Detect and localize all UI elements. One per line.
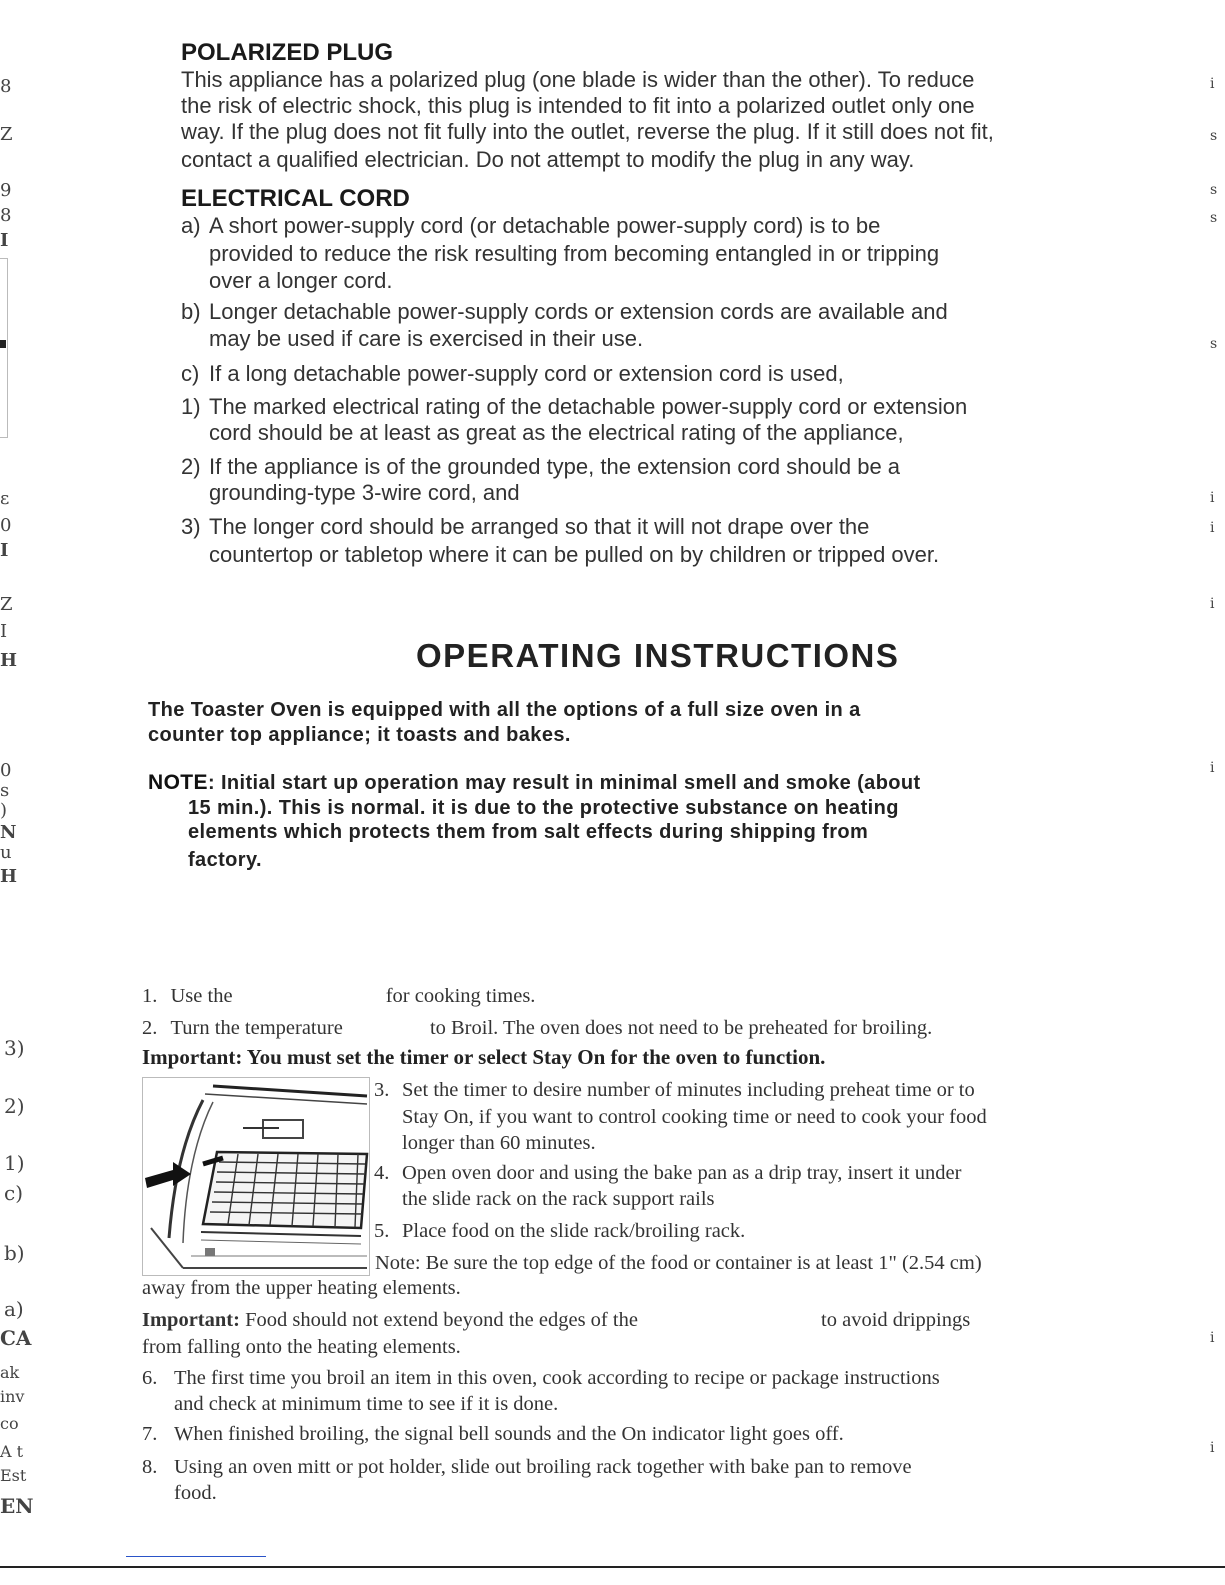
oven-rack-illustration (142, 1077, 370, 1276)
list-label: 1) (181, 394, 201, 419)
margin-box-edge (0, 258, 8, 438)
intro-line: counter top appliance; it toasts and bakes. (148, 724, 571, 746)
step-5 (374, 1218, 1094, 1246)
list-line: If the appliance is of the grounded type, the extension cord should be a (209, 454, 901, 479)
section-heading: ELECTRICAL CORD (181, 185, 410, 212)
step-line: When finished broiling, the signal bell sounds and the On indicator light goes off. (174, 1423, 844, 1445)
important-label: Important: (142, 1309, 240, 1331)
step-1 (142, 983, 535, 1009)
step-number: 4. (374, 1162, 390, 1184)
list-item (181, 212, 1081, 296)
paragraph-line: contact a qualified electrician. Do not attempt to modify the plug in any way. (181, 147, 915, 172)
step-number: 8. (142, 1456, 158, 1478)
step-number: 3. (374, 1079, 390, 1101)
list-label: 2) (181, 454, 201, 479)
step-3 (374, 1077, 1094, 1157)
margin-glyph: I (0, 230, 9, 251)
list-item (181, 453, 1081, 509)
note-line (148, 771, 921, 795)
footer-link-underline (126, 1556, 266, 1557)
list-label: 3) (181, 514, 201, 539)
margin-glyph: I (0, 621, 8, 642)
list-line: If a long detachable power-supply cord or extension cord is used, (209, 361, 844, 386)
note-line: 15 min.). This is normal. it is due to the protective substance on heating (188, 797, 899, 819)
list-line: Longer detachable power-supply cords or extension cords are available and (209, 299, 948, 324)
step-line: and check at minimum time to see if it is done. (174, 1393, 559, 1415)
margin-glyph: i (1210, 520, 1215, 536)
list-item (181, 298, 1081, 354)
list-line: over a longer cord. (209, 268, 393, 293)
note-line: away from the upper heating elements. (142, 1277, 461, 1299)
margin-glyph: s (0, 780, 10, 801)
list-line: The marked electrical rating of the detachable power-supply cord or extension (209, 394, 968, 419)
important-text: Food should not extend beyond the edges of the (245, 1309, 638, 1331)
margin-glyph: 9 (0, 180, 12, 201)
step-8 (142, 1454, 1082, 1508)
step-line: The first time you broil an item in this oven, cook according to recipe or package instructions (174, 1367, 940, 1389)
margin-glyph: 2) (4, 1094, 25, 1118)
step-line: longer than 60 minutes. (402, 1132, 596, 1154)
step-line: the slide rack on the rack support rails (402, 1188, 715, 1210)
margin-glyph: i (1210, 490, 1215, 506)
paragraph-line: This appliance has a polarized plug (one blade is wider than the other). To reduce (181, 67, 975, 92)
list-line: grounding-type 3-wire cord, and (209, 480, 520, 505)
step-text: Use the (170, 985, 233, 1007)
list-line: provided to reduce the risk resulting from becoming entangled in or tripping (209, 241, 940, 266)
margin-glyph: CA (0, 1326, 32, 1350)
step-text: for cooking times. (385, 985, 536, 1007)
paragraph-line: way. If the plug does not fit fully into the outlet, reverse the plug. If it still does not fit, (181, 119, 994, 144)
margin-glyph: inv (0, 1387, 25, 1406)
margin-glyph: Est (0, 1466, 27, 1485)
important-note: Important: You must set the timer or select Stay On for the oven to function. (142, 1045, 826, 1069)
oven-rack-icon (143, 1078, 369, 1275)
margin-mark (0, 340, 6, 348)
list-label: b) (181, 299, 201, 324)
important-text: to avoid drippings (821, 1309, 971, 1331)
section-heading: POLARIZED PLUG (181, 39, 394, 66)
step-number: 1. (142, 985, 158, 1007)
margin-glyph: 8 (0, 76, 12, 97)
margin-glyph: ) (0, 800, 8, 821)
margin-glyph: 0 (0, 760, 12, 781)
list-item (181, 513, 1081, 569)
step-2 (142, 1015, 932, 1041)
margin-glyph: a) (4, 1297, 24, 1321)
margin-glyph: u (0, 842, 12, 863)
step-line: Place food on the slide rack/broiling rack. (402, 1220, 746, 1242)
step-number: 2. (142, 1017, 158, 1039)
margin-glyph: N (0, 822, 17, 843)
margin-glyph: s (1210, 210, 1218, 226)
margin-glyph: i (1210, 76, 1215, 92)
margin-glyph: 0 (0, 515, 12, 536)
step-line: Stay On, if you want to control cooking time or need to cook your food (402, 1106, 987, 1128)
step-text: to Broil. The oven does not need to be preheated for broiling. (429, 1017, 933, 1039)
margin-glyph: s (1210, 182, 1218, 198)
page-title: OPERATING INSTRUCTIONS (416, 637, 900, 674)
margin-glyph: i (1210, 1440, 1215, 1456)
margin-glyph: Z (0, 124, 13, 145)
step-number: 6. (142, 1367, 158, 1389)
margin-glyph: ε (0, 488, 10, 509)
step-number: 7. (142, 1423, 158, 1445)
list-label: a) (181, 213, 201, 238)
margin-glyph: i (1210, 1330, 1215, 1346)
margin-glyph: s (1210, 336, 1218, 352)
margin-glyph: c) (4, 1181, 24, 1205)
margin-glyph: i (1210, 760, 1215, 776)
important-note (142, 1307, 970, 1333)
margin-glyph: 8 (0, 205, 12, 226)
list-line: The longer cord should be arranged so that it will not drape over the (209, 514, 870, 539)
footer-rule (0, 1566, 1225, 1568)
margin-glyph: s (1210, 128, 1218, 144)
margin-glyph: EN (0, 1494, 34, 1518)
step-text: Turn the temperature (170, 1017, 343, 1039)
step-6 (142, 1365, 1082, 1419)
note-line: factory. (188, 849, 262, 871)
margin-glyph: i (1210, 596, 1215, 612)
margin-glyph: b) (4, 1241, 25, 1265)
step-number: 5. (374, 1220, 390, 1242)
step-7 (142, 1421, 1082, 1449)
important-line: from falling onto the heating elements. (142, 1336, 461, 1358)
note-text: : Initial start up operation may result in minimal smell and smoke (about (207, 772, 921, 794)
list-item (181, 393, 1081, 449)
list-item (181, 360, 1081, 388)
intro-line: The Toaster Oven is equipped with all the options of a full size oven in a (148, 699, 861, 721)
note-line: Note: Be sure the top edge of the food or container is at least 1" (2.54 cm) (375, 1252, 982, 1274)
list-line: countertop or tabletop where it can be pulled on by children or tripped over. (209, 542, 940, 567)
margin-glyph: H (0, 866, 18, 887)
note-line: elements which protects them from salt effects during shipping from (188, 821, 869, 843)
margin-glyph: H (0, 650, 18, 671)
margin-glyph: Z (0, 594, 13, 615)
step-line: Set the timer to desire number of minutes including preheat time or to (402, 1079, 975, 1101)
step-line: Using an oven mitt or pot holder, slide out broiling rack together with bake pan to remove (174, 1456, 912, 1478)
note-label: NOTE (148, 771, 208, 794)
list-line: may be used if care is exercised in their use. (209, 326, 644, 351)
list-line: A short power-supply cord (or detachable power-supply cord) is to be (209, 213, 881, 238)
margin-glyph: 3) (4, 1036, 25, 1060)
paragraph-line: the risk of electric shock, this plug is intended to fit into a polarized outlet only one (181, 93, 975, 118)
margin-glyph: 1) (4, 1151, 25, 1175)
margin-glyph: co (0, 1414, 19, 1433)
step-line: food. (174, 1482, 217, 1504)
step-line: Open oven door and using the bake pan as a drip tray, insert it under (402, 1162, 962, 1184)
step-4 (374, 1160, 1094, 1214)
margin-glyph: A t (0, 1442, 24, 1461)
margin-glyph: ak (0, 1363, 20, 1382)
list-label: c) (181, 361, 200, 386)
margin-glyph: I (0, 540, 9, 561)
list-line: cord should be at least as great as the electrical rating of the appliance, (209, 420, 904, 445)
